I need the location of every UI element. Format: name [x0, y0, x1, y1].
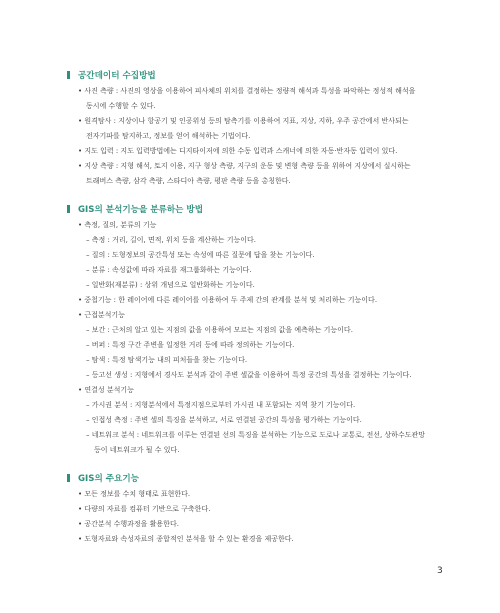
list-item: • 지도 입력 : 지도 입력방법에는 디지타이저에 의한 수동 입력과 스캐너에 의한 자동·반자동 입력이 있다. — [78, 147, 398, 155]
list-item: • 측정, 질의, 분류의 기능 — [78, 221, 157, 229]
section-title-analysis-classification: GIS의 분석기능을 분류하는 방법 — [67, 204, 203, 216]
list-item: • 원격탐사 : 지상이나 항공기 및 인공위성 등의 탐측기를 이용하여 지표, 지상, 지하, 우주 공간에서 반사되는 — [78, 117, 409, 125]
sub-list-item: – 탐색 : 특정 탐색기능 내의 피처들을 찾는 기능이다. — [86, 356, 248, 364]
section-title-main-functions: GIS의 주요기능 — [67, 473, 139, 485]
sub-list-item: – 버퍼 : 특정 구간 주변을 일정한 거리 등에 따라 정의하는 기능이다. — [86, 341, 295, 349]
list-item: • 사진 측량 : 사진의 영상을 이용하여 피사체의 위치를 결정하는 정량적 해석과 특성을 파악하는 정성적 해석을 — [78, 87, 416, 95]
section-title-data-collection: 공간데이터 수집방법 — [67, 70, 156, 82]
sub-list-item-continuation: 등이 네트워크가 될 수 있다. — [94, 446, 180, 454]
list-item: • 공간분석 수행과정을 활용한다. — [78, 520, 179, 528]
page-number: 3 — [437, 566, 443, 576]
section-marker-icon — [67, 474, 70, 482]
list-item: • 도형자료와 속성자료의 종합적인 분석을 할 수 있는 환경을 제공한다. — [78, 535, 294, 543]
sub-list-item: – 보간 : 근처의 알고 있는 지점의 값을 이용하여 모르는 지점의 값을 예측하는 기능이다. — [86, 326, 353, 334]
list-item-continuation: 트래버스 측량, 삼각 측량, 스타디아 측량, 평판 측량 등을 총칭한다. — [86, 177, 291, 185]
sub-list-item: – 인접성 측정 : 주변 셀의 특징을 분석하고, 서로 연결된 공간의 특성을 평가하는 기능이다. — [86, 416, 362, 424]
list-item: • 다량의 자료를 컴퓨터 기반으로 구축한다. — [78, 505, 211, 513]
sub-list-item: – 가시권 분석 : 지형분석에서 특정지점으로부터 가시권 내 포함되는 지역 찾기 기능이다. — [86, 401, 356, 409]
list-item-continuation: 동시에 수행할 수 있다. — [86, 102, 156, 110]
sub-list-item: – 분류 : 속성값에 따라 자료를 재그룹화하는 기능이다. — [86, 266, 252, 274]
sub-list-item: – 네트워크 분석 : 네트워크를 이루는 연결된 선의 특징을 분석하는 기능으로 도로나 교통로, 전선, 상하수도관망 — [86, 431, 425, 439]
section-marker-icon — [67, 71, 70, 79]
list-item: • 중첩기능 : 한 레이어에 다른 레이어를 이용하여 두 주제 간의 관계를 분석 및 처리하는 기능이다. — [78, 296, 378, 304]
section-marker-icon — [67, 205, 70, 213]
list-item: • 모든 정보를 수치 형태로 표현한다. — [78, 490, 191, 498]
sub-list-item: – 측정 : 거리, 길이, 면적, 위치 등을 계산하는 기능이다. — [86, 236, 257, 244]
sub-list-item: – 등고선 생성 : 지형에서 경사도 분석과 같이 주변 셀값을 이용하여 특정 공간의 특성을 결정하는 기능이다. — [86, 371, 412, 379]
sub-list-item: – 일반화(재분류) : 상위 개념으로 일반화하는 기능이다. — [86, 281, 255, 289]
sub-list-item: – 질의 : 도형정보의 공간특성 또는 속성에 따른 질문에 답을 찾는 기능이다. — [86, 251, 315, 259]
list-item: • 연결성 분석기능 — [78, 386, 134, 394]
list-item-continuation: 전자기파를 탐지하고, 정보를 얻어 해석하는 기법이다. — [86, 132, 251, 140]
list-item: • 근접분석기능 — [78, 311, 125, 319]
list-item: • 지상 측량 : 지형 해석, 토지 이용, 지구 형상 측량, 지구의 운동 및 변형 측량 등을 위하여 지상에서 실시하는 — [78, 162, 411, 170]
